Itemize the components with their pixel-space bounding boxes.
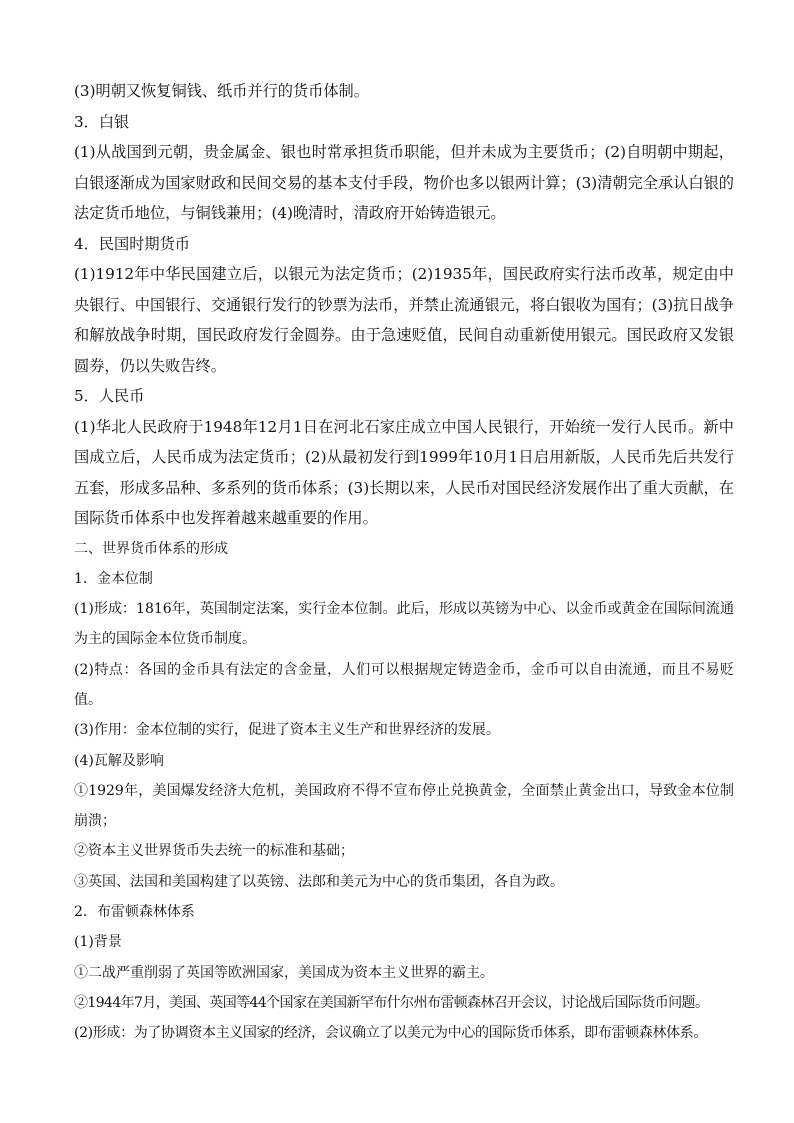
world-currency-section-title: 二、世界货币体系的形成 [74, 540, 228, 557]
gold-standard-formation: (1)形成：1816年，英国制定法案，实行金本位制。此后，形成以英镑为中心、以金币或黄金在国际间流通为主的国际金本位货币制度。 [74, 601, 734, 648]
bretton-woods-formation: (2)形成：为了协调资本主义国家的经济，会议确立了以美元为中心的国际货币体系，即布雷顿森林体系。 [74, 1025, 708, 1042]
minguo-currency-paragraph: (1)1912年中华民国建立后，以银元为法定货币；(2)1935年，国民政府实行法币改革，规定由中央银行、中国银行、交通银行发行的钞票为法币，并禁止流通银元，将白银收为国有；(3)抗日战争和解放战争时期，国民政府发行金圆券。由于急速贬值，民间自动重新使用银元。国民政府又发银圆券，仍以失败告终。 [74, 265, 734, 375]
gold-standard-collapse-point-1: ①1929年，美国爆发经济大危机，美国政府不得不宣布停止兑换黄金，全面禁止黄金出口，导致金本位制崩溃； [74, 782, 734, 830]
minguo-currency-heading: 4．民国时期货币 [74, 234, 190, 253]
gold-standard-collapse-heading: (4)瓦解及影响 [74, 752, 164, 769]
silver-paragraph: (1)从战国到元朝，贵金属金、银也时常承担货币职能，但并未成为主要货币；(2)自明朝中期起，白银逐渐成为国家财政和民间交易的基本支付手段，物价也多以银两计算；(3)清朝完全承认白银的法定货币地位，与铜钱兼用；(4)晚清时，清政府开始铸造银元。 [74, 143, 734, 222]
gold-standard-features: (2)特点：各国的金币具有法定的含金量，人们可以根据规定铸造金币，金币可以自由流通，而且不易贬值。 [74, 661, 734, 708]
bretton-woods-background-heading: (1)背景 [74, 934, 122, 951]
rmb-paragraph: (1)华北人民政府于1948年12月1日在河北石家庄成立中国人民银行，开始统一发行人民币。新中国成立后，人民币成为法定货币；(2)从最初发行到1999年10月1日启用新版，人民币先后共发行五套，形成多品种、多系列的货币体系；(3)长期以来，人民币对国民经济发展作出了重大贡献，在国际货币体系中也发挥着越来越重要的作用。 [74, 417, 734, 527]
bretton-woods-background-point-2: ②1944年7月，美国、英国等44个国家在美国新罕布什尔州布雷顿森林召开会议，讨论战后国际货币问题。 [74, 994, 709, 1011]
gold-standard-effect: (3)作用：金本位制的实行，促进了资本主义生产和世界经济的发展。 [74, 722, 500, 739]
gold-standard-collapse-point-3: ③英国、法国和美国构建了以英镑、法郎和美元为中心的货币集团，各自为政。 [74, 873, 564, 890]
bretton-woods-background-point-1: ①二战严重削弱了英国等欧洲国家，美国成为资本主义世界的霸主。 [74, 964, 494, 981]
bretton-woods-heading: 2．布雷顿森林体系 [74, 904, 195, 921]
silver-heading: 3．白银 [74, 112, 130, 131]
rmb-heading: 5．人民币 [74, 387, 145, 405]
gold-standard-heading: 1．金本位制 [74, 570, 153, 587]
gold-standard-collapse-point-2: ②资本主义世界货币失去统一的标准和基础； [74, 843, 354, 860]
ming-currency-item: (3)明朝又恢复铜钱、纸币并行的货币体制。 [74, 82, 369, 100]
